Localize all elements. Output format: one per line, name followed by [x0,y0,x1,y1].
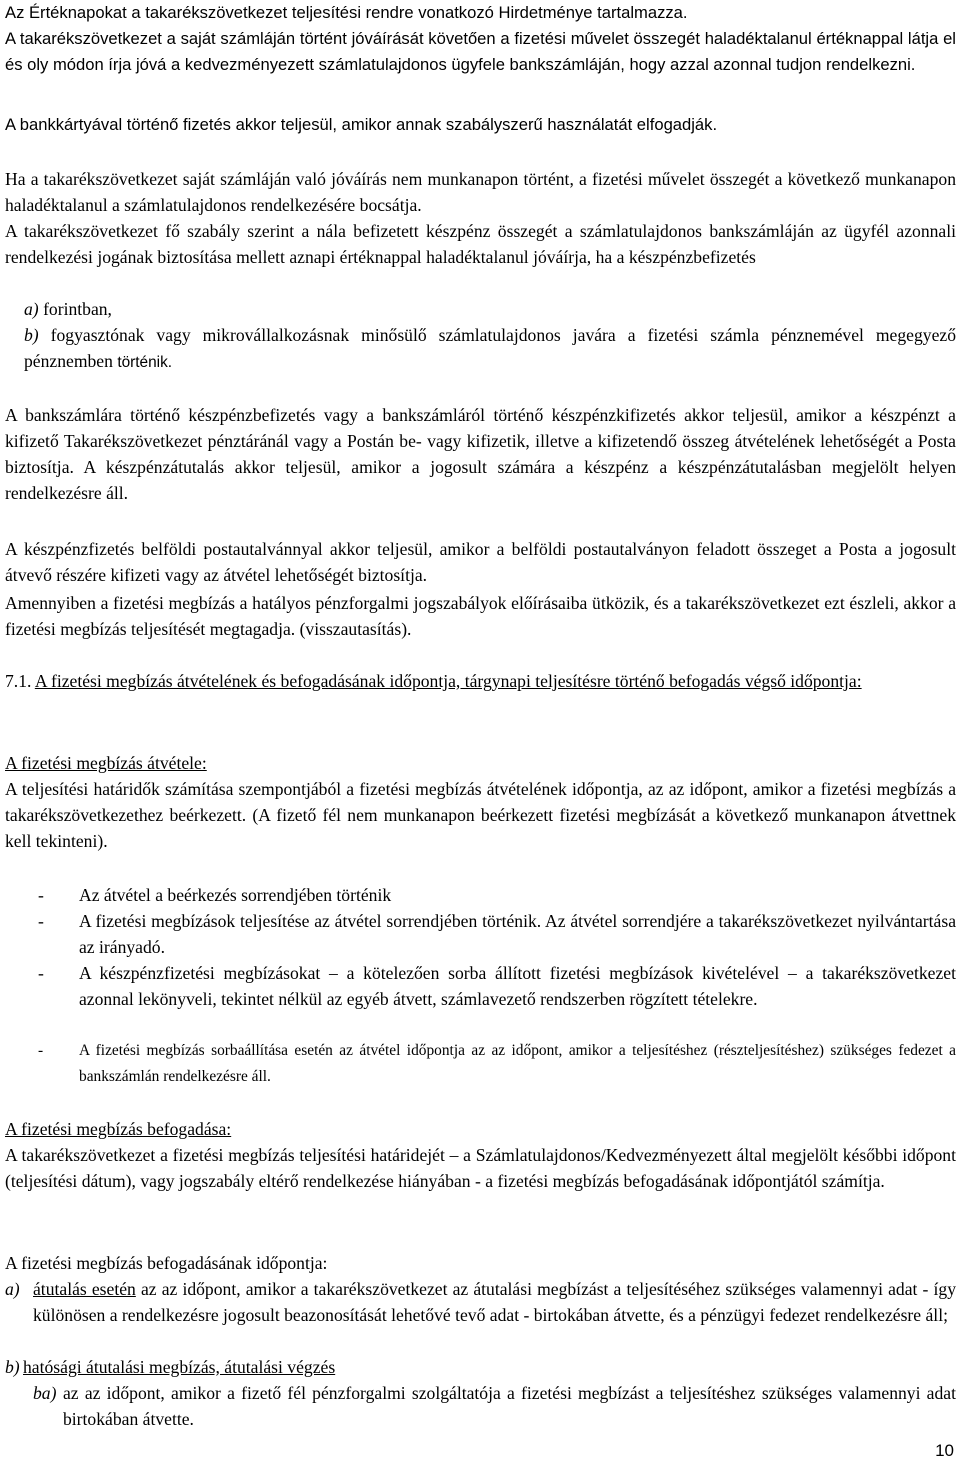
acceptance-heading: A fizetési megbízás befogadása: [5,1119,232,1139]
acceptance-item-b [5,1354,956,1380]
list-text-b-tail: történik. [117,354,173,371]
item-a-body [33,1276,956,1328]
item-ba-text: az az időpont, amikor a fizető fél pénzforgalmi szolgáltatója a fizetési megbízást a teljesítéshez szükséges valamennyi adat birtokában átvette. [63,1383,956,1429]
bullet-text: A fizetési megbízás sorbaállítása esetén az átvétel időpontja az az időpont, amikor a teljesítéshez (részteljesítéshez) szükséges fedezet a bankszámlán rendelkezésre áll. [79,1042,956,1085]
item-a-label: a) [5,1279,20,1299]
paragraph-cash-withdrawal: A bankszámlára történő készpénzbefizetés vagy a bankszámláról történő készpénzkifizetés akkor teljesül, amikor a készpénzt a kifizető Takarékszövetkezet pénztáránál vagy a Postán be- vagy kifizetik, illetve a kifizetendő összeg átvételének lehetőségét a Posta biztosítja. A készpénzátutalás akkor teljesül, amikor a jogosult számára a készpénz a készpénzátutalásban megjelölt helyen rendelkezésre áll. [5,405,956,503]
list-item [38,882,956,908]
paragraph-cash-deposit: A takarékszövetkezet fő szabály szerint a nála befizetett készpénz összegét a számlatulajdonos bankszámláján az ügyfél azonnali rendelkezési jogának biztosítása mellett aznapi értéknappal haladéktalanul jóváírja, ha a készpénzbefizetés [5,221,956,267]
paragraph-crediting: A takarékszövetkezet a saját számláján történt jóváírását követően a fizetési művelet összegét haladéktalanul értéknappal látja el és oly módon írja jóvá a kedvezményezett számlatulajdonos ügyfele bankszámláján, hogy azzal azonnal tudjon rendelkezni. [5,29,956,74]
bullet-dash: - [38,885,44,905]
list-item-b [24,322,956,376]
paragraph-refusal: Amennyiben a fizetési megbízás a hatályos pénzforgalmi jogszabályok előírásaiba ütközik, és a takarékszövetkezet ezt észleli, akkor a fizetési megbízás teljesítését megtagadja. (visszautasítás). [5,593,956,639]
section-heading-7-1 [5,668,956,694]
page-number: 10 [935,1441,954,1460]
acceptance-time-heading: A fizetési megbízás befogadásának időpontja: [5,1253,328,1273]
item-a-text: az az időpont, amikor a takarékszövetkezet az átutalási megbízást a teljesítéséhez szükséges valamennyi adat - így különösen a rendelkezésre jogosult beazonosítását lehetővé tevő adat - birtokában átvette, és a pénzügyi fedezet rendelkezésre áll; [33,1279,956,1325]
paragraph-card-payment: A bankkártyával történő fizetés akkor teljesül, amikor annak szabályszerű használatát elfogadják. [5,115,718,134]
list-item [38,960,956,1012]
bullet-dash: - [38,963,44,983]
list-item [38,908,956,960]
item-b-label: b) [5,1357,20,1377]
item-b-underlined: hatósági átutalási megbízás, átutalási végzés [23,1357,336,1377]
acceptance-item-a [5,1276,956,1328]
item-a-underlined: átutalás esetén [33,1279,136,1299]
list-label-b: b) [24,325,39,345]
bullet-dash: - [38,911,44,931]
bullet-text: A fizetési megbízások teljesítése az átvétel sorrendjében történik. Az átvétel sorrendjére a takarékszövetkezet nyilvántartása az irányadó. [79,911,956,957]
section-number: 7.1. [5,671,32,691]
acceptance-item-ba [33,1380,956,1432]
paragraph-non-working-day: Ha a takarékszövetkezet saját számláján való jóváírás nem munkanapon történt, a fizetési művelet összegét a következő munkanapon haladéktalanul a számlatulajdonos rendelkezésére bocsátja. [5,169,956,215]
list-text-a: forintban, [43,299,112,319]
acceptance-text: A takarékszövetkezet a fizetési megbízás teljesítési határidejét – a Számlatulajdonos/Kedvezményezett által megjelölt későbbi időpont (teljesítési dátum), vagy jogszabály eltérő rendelkezése hiányában - a fizetési megbízás befogadásának időpontjától számítja. [5,1145,956,1191]
list-item [38,1038,956,1090]
list-item-a [24,296,956,322]
receipt-text: A teljesítési határidők számítása szempontjából a fizetési megbízás átvételének időpontja, az az időpont, amikor a fizetési megbízás a takarékszövetkezethez beérkezett. (A fizető fél nem munkanapon beérkezett fizetési megbízását a következő munkanapon átvettnek kell tekinteni). [5,779,956,851]
bullet-text: A készpénzfizetési megbízásokat – a kötelezően sorba állított fizetési megbízások kivételével – a takarékszövetkezet azonnal lekönyveli, tekintet nélkül az egyéb átvett, számlavezető rendszerben rögzített tételekre. [79,963,956,1009]
list-text-b: fogyasztónak vagy mikrovállalkozásnak minősülő számlatulajdonos javára a fizetési számla pénznemével megegyező pénznemben [24,325,956,371]
item-ba-label: ba) [33,1383,57,1403]
bullet-dash: - [38,1042,44,1059]
list-label-a: a) [24,299,39,319]
section-title: A fizetési megbízás átvételének és befogadásának időpontja, tárgynapi teljesítésre történő befogadás végső időpontja: [34,671,862,691]
paragraph-value-dates: Az Értéknapokat a takarékszövetkezet teljesítési rendre vonatkozó Hirdetménye tartalmazza. [5,3,688,22]
bullet-text: Az átvétel a beérkezés sorrendjében történik [79,885,392,905]
paragraph-postal-order: A készpénzfizetés belföldi postautalvánnyal akkor teljesül, amikor a belföldi postautalványon feladott összeget a Posta a jogosult átvevő részére kifizeti vagy az átvétel lehetőségét biztosítja. [5,539,956,585]
receipt-heading: A fizetési megbízás átvétele: [5,753,207,773]
